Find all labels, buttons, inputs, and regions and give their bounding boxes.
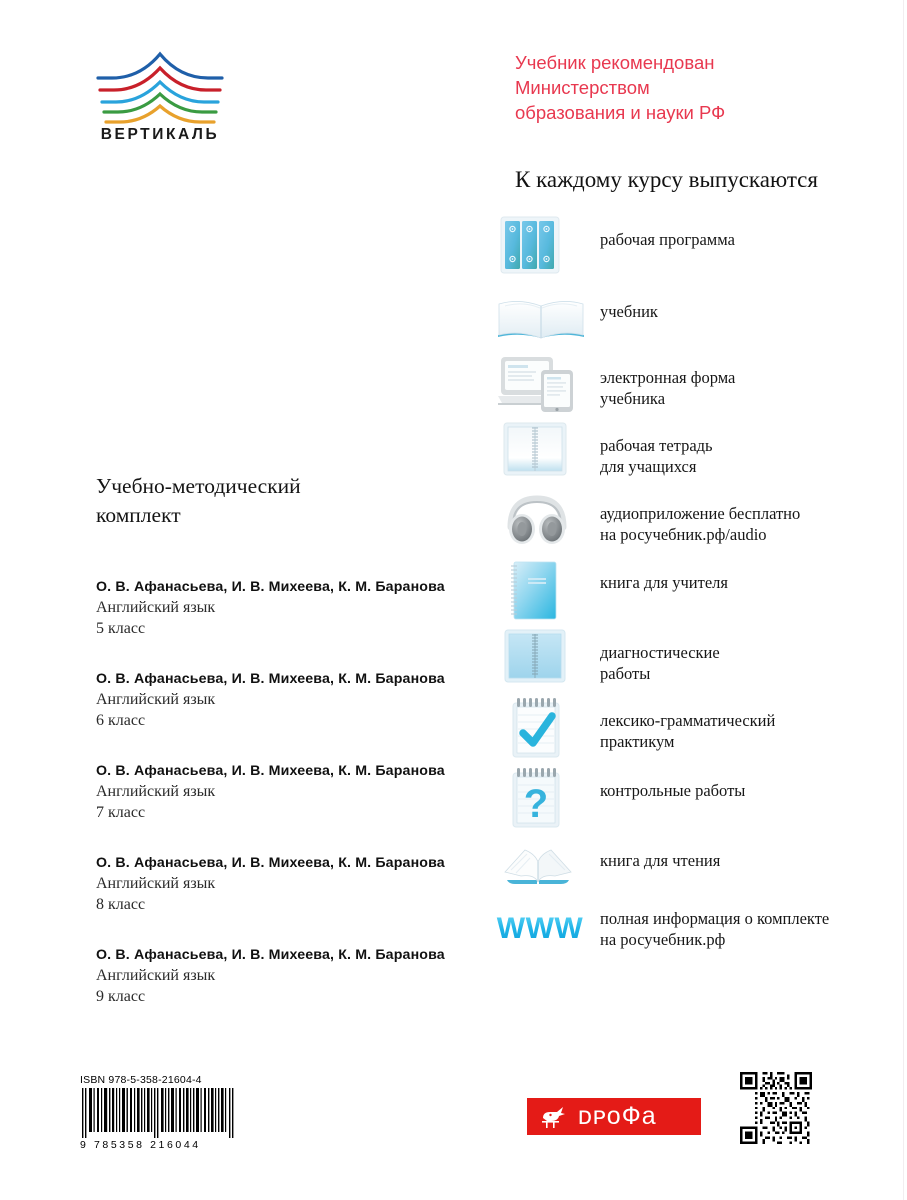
component-label (600, 694, 775, 752)
component-label (600, 902, 829, 950)
www-icon (495, 902, 590, 948)
recommendation-line-3: образования и науки РФ (515, 102, 726, 123)
spiral-notebook-icon (495, 556, 590, 624)
component-row (495, 834, 895, 902)
component-row (495, 487, 895, 556)
svg-text:?: ? (523, 782, 549, 826)
checkmark-notepad-icon (495, 694, 590, 762)
vertikal-logo (90, 48, 230, 148)
component-label (600, 419, 713, 477)
drofa-bird-icon (537, 1104, 569, 1130)
book-grade: 9 класс (96, 988, 146, 1005)
component-label-line1: учебник (600, 302, 658, 321)
component-label-line1: рабочая программа (600, 230, 735, 249)
component-label-line2: учебника (600, 389, 666, 408)
component-row (495, 351, 895, 419)
component-label-line1: диагностические (600, 643, 720, 662)
book-authors: О. В. Афанасьева, И. В. Михеева, К. М. Баранова (96, 855, 445, 871)
component-label (600, 285, 658, 322)
component-label-line2: практикум (600, 732, 675, 751)
component-row (495, 764, 895, 834)
component-row (495, 419, 895, 487)
book-grade: 8 класс (96, 896, 146, 913)
component-label (600, 764, 745, 801)
book-authors: О. В. Афанасьева, И. В. Михеева, К. М. Баранова (96, 763, 445, 779)
barcode-digits: 9 785358 216044 (80, 1139, 201, 1151)
component-row (495, 902, 895, 960)
book-authors: О. В. Афанасьева, И. В. Михеева, К. М. Баранова (96, 579, 445, 595)
binders-icon (495, 213, 590, 281)
component-label-line2: для учащихся (600, 457, 697, 476)
reading-book-icon (495, 834, 590, 902)
recommendation-line-1: Учебник рекомендован (515, 52, 715, 73)
svg-text:WWW: WWW (496, 912, 584, 945)
component-label-line1: книга для чтения (600, 851, 721, 870)
component-label (600, 626, 720, 684)
book-entry (96, 670, 496, 731)
ministry-recommendation (515, 50, 875, 125)
component-row (495, 556, 895, 626)
barcode-image (80, 1088, 238, 1138)
component-label (600, 556, 728, 593)
component-label (600, 834, 720, 871)
question-notepad-icon (495, 764, 590, 832)
book-subject: Английский язык (96, 783, 216, 800)
course-components-list (495, 213, 895, 960)
umk-title-line2: комплект (96, 503, 181, 527)
component-row (495, 626, 895, 694)
component-label-line2: на росучебник.рф (600, 930, 726, 949)
component-label-line1: контрольные работы (600, 781, 746, 800)
component-label (600, 213, 735, 250)
component-label (600, 487, 800, 545)
component-row (495, 285, 895, 351)
book-list (96, 578, 496, 1038)
diagnostic-book-icon (495, 626, 590, 694)
book-grade: 7 класс (96, 804, 146, 821)
book-entry (96, 946, 496, 1007)
qr-code[interactable] (740, 1072, 812, 1144)
component-label-line1: рабочая тетрадь (600, 436, 713, 455)
workbook-icon (495, 419, 590, 487)
component-label-line1: книга для учителя (600, 573, 728, 592)
book-subject: Английский язык (96, 967, 216, 984)
vertikal-arcs-icon (90, 48, 230, 128)
component-label-line2: работы (600, 664, 651, 683)
component-label (600, 351, 735, 409)
book-grade: 6 класс (96, 712, 146, 729)
umk-title (96, 472, 426, 530)
drofa-publisher-logo (527, 1098, 701, 1135)
book-grade: 5 класс (96, 620, 146, 637)
book-entry (96, 854, 496, 915)
vertikal-wordmark: ВЕРТИКАЛЬ (100, 126, 220, 143)
component-row (495, 694, 895, 764)
book-subject: Английский язык (96, 691, 216, 708)
laptop-tablet-icon (495, 351, 590, 419)
component-label-line2: на росучебник.рф/audio (600, 525, 767, 544)
book-subject: Английский язык (96, 599, 216, 616)
isbn-text: ISBN 978-5-358-21604-4 (80, 1074, 202, 1086)
isbn-barcode-block (80, 1074, 240, 1151)
book-subject: Английский язык (96, 875, 216, 892)
drofa-wordmark: ᴅᴘоФа (578, 1102, 657, 1130)
component-label-line1: аудиоприложение бесплатно (600, 504, 801, 523)
headphones-icon (495, 487, 590, 555)
page-edge-line (903, 0, 904, 1200)
open-book-icon (495, 285, 590, 353)
book-authors: О. В. Афанасьева, И. В. Михеева, К. М. Баранова (96, 947, 445, 963)
book-entry (96, 578, 496, 639)
course-components-heading: К каждому курсу выпускаются (515, 167, 818, 192)
umk-title-line1: Учебно-методический (96, 474, 301, 498)
component-label-line1: электронная форма (600, 368, 736, 387)
component-row (495, 213, 895, 285)
book-authors: О. В. Афанасьева, И. В. Михеева, К. М. Баранова (96, 671, 445, 687)
component-label-line1: лексико-грамматический (600, 711, 776, 730)
book-entry (96, 762, 496, 823)
recommendation-line-2: Министерством (515, 77, 650, 98)
component-label-line1: полная информация о комплекте (600, 909, 830, 928)
